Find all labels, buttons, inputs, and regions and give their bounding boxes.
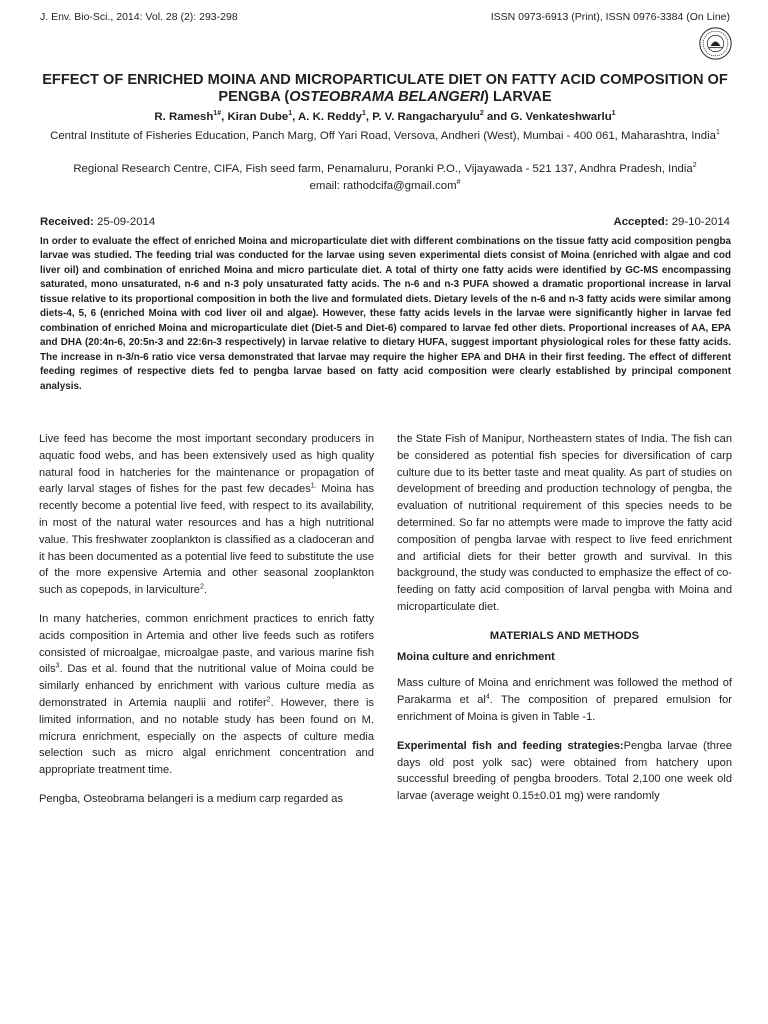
- email-text: email: rathodcifa@gmail.com: [309, 180, 457, 192]
- body-column-right: [397, 431, 732, 817]
- author-name: R. Ramesh: [154, 111, 214, 123]
- affiliation-mark: 1: [715, 129, 720, 137]
- subsection-heading: Moina culture and enrichment: [397, 650, 555, 663]
- author-affil-mark: 2: [479, 110, 484, 118]
- received-value: 25-09-2014: [97, 216, 156, 228]
- paragraph-text: Mass culture of Moina and enrichment was followed the method of Parakarma et al: [397, 677, 732, 707]
- paragraph-text: In many hatcheries, common enrichment practices to enrich fatty acids composition in Artemia and other live feeds such as rotifers consisted of microalgae, microalgae paste, and various marine fish oils: [39, 612, 374, 676]
- paragraph-text: . Das et al. found that the nutritional value of Moina could be similarly enhanced by enrichment with various culture media as demonstrated in Artemia nauplii and rotifer: [39, 663, 374, 709]
- affiliation-mark: 2: [692, 162, 697, 170]
- author-name: P. V. Rangacharyulu: [372, 111, 480, 123]
- title-main: EFFECT OF ENRICHED MOINA AND MICROPARTICULATE DIET ON FATTY ACID COMPOSITION OF PENGBA (: [42, 72, 728, 105]
- citation-ref: 3: [55, 662, 60, 670]
- accepted-date: [613, 216, 730, 228]
- author-affil-mark: 1: [611, 110, 616, 118]
- journal-citation: J. Env. Bio-Sci., 2014: Vol. 28 (2): 293-298: [40, 11, 238, 23]
- body-paragraph: [397, 675, 732, 725]
- body-paragraph: [397, 738, 732, 805]
- affiliation-text: Regional Research Centre, CIFA, Fish seed farm, Penamaluru, Poranki P.O., Vijayawada - 521 137, Andhra Pradesh, India: [73, 163, 693, 175]
- paragraph-text: Pengba larvae (three days old post yolk sac) were obtained from hatchery upon successful breeding of pengba brooders. Total 2,100 one week old larvae (average weight 0.15±0.01 mg) were randomly: [397, 739, 732, 803]
- author-name: G. Venkateshwarlu: [510, 111, 612, 123]
- body-paragraph: Pengba, Osteobrama belangeri is a medium carp regarded as: [39, 792, 344, 805]
- citation-ref: 4: [485, 693, 490, 701]
- accepted-value: 29-10-2014: [671, 216, 730, 228]
- paragraph-text: .: [203, 584, 207, 597]
- paragraph-text: . However, there is limited information, and no notable study has been found on M. micrura enrichment, especially on the aspects of culture media selection such as micro algal enrichment concentration and appropriate treatment time.: [39, 696, 374, 777]
- citation-ref: 1.: [310, 482, 317, 490]
- body-paragraph: the State Fish of Manipur, Northeastern states of India. The fish can be considered as potential fish species for diversification of carp culture due to its better taste and meat quality. As part of studies on development of breeding and production technology of pengba, the evaluation of nutritional requirement of this species needs to be determined. So far no attempts were made to improve the fatty acid composition of pengba larvae with respect to live feed enrichment and artificial diets for their better growth and survival. In this background, the study was conducted to emphasize the effect of co-feeding on fatty acid composition of larval pengba with Moina and microparticulate diet.: [397, 433, 732, 613]
- affiliation-text: Central Institute of Fisheries Education, Panch Marg, Off Yari Road, Versova, Andheri (West), Mumbai - 400 061, Maharashtra, India: [50, 130, 716, 142]
- paragraph-text: Live feed has become the most important secondary producers in aquatic food webs, and has been extensively used as high quality natural food in hatcheries for the maintenance or propagation of early larval stages of fishes for the past few decades: [39, 433, 374, 496]
- author-separator: ,: [292, 111, 299, 123]
- author-separator: ,: [221, 111, 228, 123]
- received-date: [40, 216, 155, 228]
- title-species: OSTEOBRAMA BELANGERI: [289, 89, 485, 105]
- accepted-label: Accepted:: [613, 216, 669, 228]
- citation-ref: 2: [199, 583, 204, 591]
- body-column-left: [39, 431, 374, 820]
- body-paragraph: [39, 611, 374, 779]
- paragraph-text: . The composition of prepared emulsion for enrichment of Moina is given in Table -1.: [397, 694, 732, 723]
- received-label: Received:: [40, 216, 94, 228]
- paragraph-text: Moina has recently become a potential live feed, with respect to its availability, in most of the natural water resources and has a high nutritional value. This freshwater zooplankton is classified as a cladoceran and it has been documented as a potential live feed to substitute the use of the more expensive Artemia and other seasonal zooplankton such as copepods, in larviculture: [39, 483, 374, 597]
- author-name: Kiran Dube: [227, 111, 289, 123]
- author-list: [40, 111, 730, 123]
- author-conjunction: and: [483, 111, 511, 123]
- affiliation-2: [40, 162, 730, 177]
- author-affil-mark: 1#: [213, 110, 222, 118]
- corresponding-email: [40, 179, 730, 194]
- author-separator: ,: [365, 111, 373, 123]
- citation-ref: 2: [266, 696, 271, 704]
- paper-title: [40, 72, 730, 106]
- affiliation-1: [40, 129, 730, 144]
- body-paragraph: [39, 431, 374, 599]
- email-mark: #: [456, 179, 461, 187]
- journal-seal-logo: [699, 27, 732, 60]
- title-end: ) LARVAE: [484, 89, 552, 105]
- section-heading: MATERIALS AND METHODS: [489, 629, 640, 642]
- inline-heading: Experimental fish and feeding strategies:: [397, 739, 624, 752]
- author-affil-mark: 1: [288, 110, 293, 118]
- author-name: A. K. Reddy: [298, 111, 362, 123]
- abstract: In order to evaluate the effect of enriched Moina and microparticulate diet with different combinations on the tissue fatty acid composition pengba larvae was studied. The feeding trial was conducted for the larvae using seven experimental diets consist of Moina (enriched with algae and cod liver oil) and combination of enriched Moina and micro particulate diet. A total of thirty one fatty acids were identified by GC-MS encompassing saturated, mono unsaturated, n-6 and n-3 poly unsaturated fatty acids. The n-6 and n-3 PUFA showed a dramatic proportional increase in larval tissue relative to its proportional composition in both the live and formulated diets. Dietary levels of the n-6 and n-3 fatty acids were similar among diets-4, 5, 6 (enriched Moina with cod liver oil and algae). However, these fatty acids levels in the larvae were significantly higher in larvae fed combination of enriched Moina and microparticulate diet (Diet-5 and Diet-6) compared to larvae fed other diets. Proportional increases of AA, EPA and DHA (20:4n-6, 20:5n-3 and 22:6n-3 respectively) in larvae relative to dietary HUFA, suggest important physiological roles for these fatty acids. The increase in n-3/n-6 ratio vice versa demonstrated that larvae may require the higher EPA and DHA in their first feeding. The effect of different feeding regimes of respective diets fed to pengba larvae based on fatty acid composition were clearly established by principal component analysis.: [40, 236, 731, 392]
- issn-info: ISSN 0973-6913 (Print), ISSN 0976-3384 (On Line): [490, 11, 730, 23]
- author-affil-mark: 1: [361, 110, 366, 118]
